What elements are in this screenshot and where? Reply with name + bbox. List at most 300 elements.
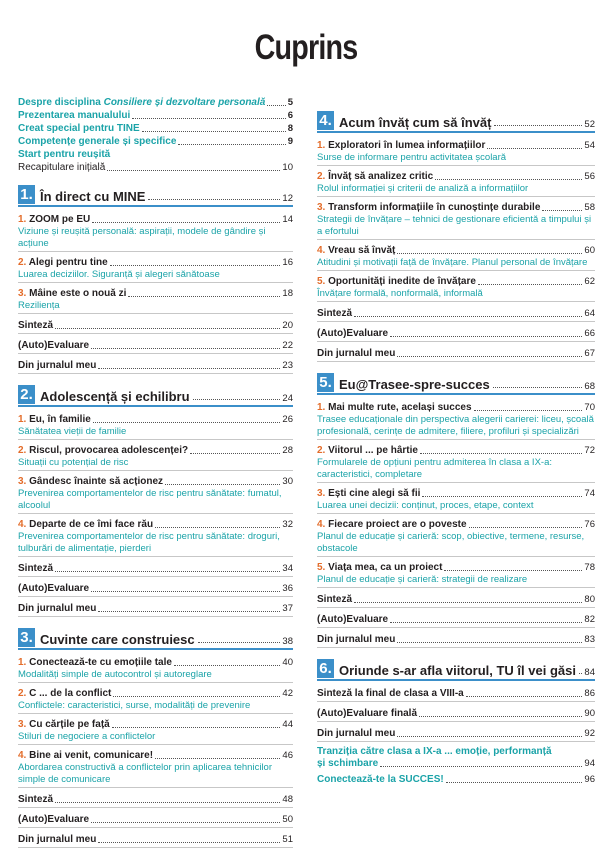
section-line	[317, 707, 595, 720]
dot-leader	[494, 125, 582, 126]
section-link[interactable]	[18, 319, 293, 334]
lesson-title: Bine ai venit, comunicare!	[29, 750, 154, 761]
lesson[interactable]	[317, 444, 595, 483]
lesson[interactable]	[18, 687, 293, 714]
page-number: 16	[282, 257, 293, 268]
lesson-description: Luarea unei decizii: conținut, proces, etape, context	[317, 500, 534, 511]
dot-leader	[55, 802, 280, 803]
page-number: 51	[282, 834, 293, 845]
section-link[interactable]	[317, 613, 595, 628]
lesson[interactable]	[18, 475, 293, 514]
lesson[interactable]	[317, 139, 595, 166]
dot-leader	[397, 253, 582, 254]
page-number: 22	[282, 340, 293, 351]
lesson-description: Situații cu potențial de risc	[18, 457, 129, 468]
section-link[interactable]	[317, 633, 595, 648]
lesson-title-line	[18, 656, 293, 669]
intro-text: Creat special pentru TINE	[18, 123, 140, 134]
page-number: 10	[282, 162, 293, 173]
separator	[18, 807, 293, 808]
lesson-title-wrap	[317, 401, 472, 414]
lesson[interactable]	[317, 561, 595, 588]
lesson-description: Surse de informare pentru activitatea școlară	[317, 152, 507, 163]
lesson[interactable]	[18, 518, 293, 557]
left-column	[18, 96, 293, 848]
section-link[interactable]	[317, 593, 595, 608]
lesson-title: Eu, în familie	[29, 414, 91, 425]
page-number: 83	[584, 634, 595, 645]
section-title: Din jurnalul meu	[317, 348, 396, 359]
intro-item[interactable]	[18, 109, 293, 122]
page-number: 8	[287, 123, 293, 134]
dot-leader	[98, 368, 280, 369]
dot-leader	[487, 148, 582, 149]
lesson-number: 2.	[18, 257, 27, 268]
lesson[interactable]	[317, 201, 595, 240]
lesson-title-wrap	[317, 201, 540, 214]
lesson-number: 5.	[317, 276, 326, 287]
intro-text: Recapitulare inițială	[18, 162, 106, 173]
closing-text: Tranziția către clasa a IX-a ... emoție, performanță	[317, 746, 552, 757]
lesson-title-line	[18, 213, 293, 226]
page-number: 56	[584, 171, 595, 182]
section-line	[18, 582, 293, 595]
dot-leader	[91, 591, 280, 592]
dot-leader	[390, 336, 582, 337]
separator	[18, 251, 293, 252]
separator	[18, 282, 293, 283]
lesson-number: 1.	[18, 414, 27, 425]
dot-leader	[193, 399, 281, 400]
chapter-title: În direct cu MINE	[40, 189, 146, 204]
page-number: 74	[584, 488, 595, 499]
lesson-description: Stiluri de negociere a conflictelor	[18, 731, 156, 742]
chapter-number: 3.	[18, 628, 35, 647]
lesson-title-wrap	[18, 256, 108, 269]
lesson-number: 1.	[18, 214, 27, 225]
lesson-title: Viitorul ... pe hârtie	[328, 445, 418, 456]
lesson-title-wrap	[317, 444, 418, 457]
lesson-title-wrap	[317, 139, 485, 152]
lesson-number: 3.	[18, 719, 27, 730]
page-number: 80	[584, 594, 595, 605]
dot-leader	[98, 611, 280, 612]
closing-item[interactable]	[317, 746, 595, 770]
intro-item[interactable]	[18, 148, 293, 161]
section-title: (Auto)Evaluare	[18, 583, 90, 594]
dot-leader	[435, 179, 582, 180]
dot-leader	[112, 727, 281, 728]
lesson-description: Sănătatea vieții de familie	[18, 426, 127, 437]
lesson-description: Atitudini și motivații față de învățare. Planul personal de învățare	[317, 257, 588, 268]
lesson[interactable]	[18, 656, 293, 683]
chapter-title: Eu@Trasee-spre-succes	[339, 377, 490, 392]
lesson-number: 3.	[18, 476, 27, 487]
intro-section	[18, 96, 293, 174]
intro-item[interactable]	[18, 122, 293, 135]
lesson-title: Învăț să analizez critic	[328, 171, 434, 182]
page-number: 90	[584, 708, 595, 719]
lesson[interactable]	[317, 487, 595, 514]
section-title: (Auto)Evaluare	[18, 340, 90, 351]
lesson-number: 1.	[18, 657, 27, 668]
section-link[interactable]	[18, 339, 293, 354]
section-link[interactable]	[18, 582, 293, 597]
page-number: 14	[282, 214, 293, 225]
separator	[18, 682, 293, 683]
page-number: 46	[282, 750, 293, 761]
lesson-title-wrap	[18, 656, 172, 669]
lesson[interactable]	[317, 401, 595, 440]
lesson-number: 2.	[18, 688, 27, 699]
section-line	[18, 793, 293, 806]
page-title: Cuprins	[254, 28, 358, 67]
closing-item[interactable]	[317, 773, 595, 786]
lesson-title: Cu cărțile pe față	[29, 719, 110, 730]
section-title: Din jurnalul meu	[18, 603, 97, 614]
lesson-title-line	[317, 201, 595, 214]
lesson-description: Planul de educație și carieră: strategii de realizare	[317, 574, 528, 585]
lesson-title-line	[317, 487, 595, 500]
lesson-title-wrap	[18, 413, 91, 426]
page-number: 54	[584, 140, 595, 151]
lesson[interactable]	[18, 213, 293, 252]
lesson-description: Planul de educație și carieră: scop, obiective, termene, resurse, obstacole	[317, 531, 585, 554]
separator	[317, 587, 595, 588]
lesson-title: Vreau să învăț	[328, 245, 396, 256]
dot-leader	[91, 822, 280, 823]
section-link[interactable]	[18, 562, 293, 577]
page-number: 86	[584, 688, 595, 699]
intro-text: Competențe generale și specifice	[18, 136, 177, 147]
chapter-number: 2.	[18, 385, 35, 404]
section-title: (Auto)Evaluare	[317, 328, 389, 339]
lesson[interactable]	[18, 718, 293, 745]
section-link[interactable]	[317, 307, 595, 322]
separator	[18, 313, 293, 314]
separator	[317, 165, 595, 166]
dot-leader	[493, 387, 583, 388]
lesson-description: Strategii de învățare – tehnici de gestionare eficientă a timpului și a efortului	[317, 214, 592, 237]
section-line	[18, 319, 293, 332]
lesson[interactable]	[18, 413, 293, 440]
page-number: 24	[282, 393, 293, 404]
section-link[interactable]	[317, 327, 595, 342]
separator	[317, 556, 595, 557]
page-number: 94	[584, 758, 595, 769]
lesson[interactable]	[18, 256, 293, 283]
separator	[317, 196, 595, 197]
lesson-title-line	[18, 444, 293, 457]
dot-leader	[444, 570, 582, 571]
section-line	[317, 347, 595, 360]
dot-leader	[466, 696, 583, 697]
dot-leader	[110, 265, 281, 266]
dot-leader	[174, 665, 280, 666]
lesson-number: 2.	[317, 445, 326, 456]
lesson-title-line	[18, 687, 293, 700]
section-line	[317, 687, 595, 700]
page-number: 70	[584, 402, 595, 413]
page-number: 50	[282, 814, 293, 825]
chapter	[317, 370, 595, 648]
section-link[interactable]	[18, 793, 293, 808]
lesson-description: Prevenirea comportamentelor de risc pentru sănătate: fumatul, alcoolul	[18, 488, 282, 511]
section-link[interactable]	[18, 813, 293, 828]
separator	[317, 741, 595, 742]
page-number: 52	[584, 119, 595, 130]
intro-text-italic: Consiliere și dezvoltare personală	[103, 97, 266, 108]
chapter	[317, 656, 595, 742]
separator	[317, 341, 595, 342]
lesson-title-line	[18, 718, 293, 731]
lesson-title-wrap	[18, 475, 163, 488]
section-link[interactable]	[317, 347, 595, 362]
chapter-rule	[18, 205, 293, 207]
page-number: 38	[282, 636, 293, 647]
lesson-number: 4.	[317, 245, 326, 256]
section-line	[317, 727, 595, 740]
dot-leader	[354, 602, 582, 603]
chapter-number: 5.	[317, 373, 334, 392]
dot-leader	[478, 284, 582, 285]
intro-item[interactable]	[18, 96, 293, 109]
dot-leader	[542, 210, 582, 211]
page-number: 23	[282, 360, 293, 371]
page-number: 67	[584, 348, 595, 359]
lesson[interactable]	[18, 287, 293, 314]
lesson[interactable]	[317, 244, 595, 271]
separator	[18, 596, 293, 597]
page-number: 34	[282, 563, 293, 574]
lesson-title-wrap	[18, 444, 188, 457]
dot-leader	[93, 422, 281, 423]
lesson-title-wrap	[18, 213, 90, 226]
page-number: 12	[282, 193, 293, 204]
closing-text: Conectează-te la SUCCES!	[317, 774, 444, 785]
section-link[interactable]	[18, 359, 293, 374]
dot-leader	[419, 716, 582, 717]
page-number: 5	[287, 97, 293, 108]
right-column	[317, 96, 595, 786]
lesson-title: Transform informațiile în cunoștințe durabile	[328, 202, 541, 213]
lesson-description: Trasee educaționale din perspectiva alegerii carierei: liceu, școală profesională, cerințe de admitere, filiere, profiluri și specializări	[317, 414, 594, 437]
lesson-title: Viața mea, ca un proiect	[328, 562, 443, 573]
lesson-title: Oportunități inedite de învățare	[328, 276, 476, 287]
separator	[18, 827, 293, 828]
section-title: Sinteză	[317, 594, 353, 605]
lesson-title-wrap	[18, 518, 153, 531]
section-line	[18, 833, 293, 846]
section-line	[18, 813, 293, 826]
separator	[18, 576, 293, 577]
lesson-title-line	[18, 287, 293, 300]
lesson[interactable]	[317, 170, 595, 197]
separator	[18, 353, 293, 354]
section-link[interactable]	[317, 687, 595, 702]
section-line	[18, 359, 293, 372]
section-line	[18, 602, 293, 615]
chapter-heading[interactable]	[18, 625, 293, 647]
chapter-heading[interactable]	[317, 656, 595, 678]
lesson-description: Luarea deciziilor. Siguranță și alegeri sănătoase	[18, 269, 220, 280]
page-number: 84	[584, 667, 595, 678]
lesson-title-line	[317, 561, 595, 574]
chapter-title: Adolescență și echilibru	[40, 389, 190, 404]
separator	[317, 321, 595, 322]
page-number: 72	[584, 445, 595, 456]
page-number: 18	[282, 288, 293, 299]
separator	[317, 482, 595, 483]
dot-leader	[420, 453, 582, 454]
lesson-title-line	[317, 139, 595, 152]
lesson-title-line	[317, 170, 595, 183]
chapter-title: Acum învăț cum să învăț	[339, 115, 492, 130]
lesson-description: Rolul informației și criterii de analiză a informațiilor	[317, 183, 529, 194]
lesson-title-wrap	[317, 244, 395, 257]
lesson-description: Învățare formală, nonformală, informală	[317, 288, 483, 299]
lesson-title-line	[18, 475, 293, 488]
section-link[interactable]	[317, 727, 595, 742]
lesson-number: 4.	[317, 519, 326, 530]
lesson-title: Departe de ce îmi face rău	[29, 519, 154, 530]
page-number: 42	[282, 688, 293, 699]
intro-item[interactable]	[18, 135, 293, 148]
section-title: Sinteză	[18, 320, 54, 331]
dot-leader	[397, 356, 582, 357]
lesson-title-line	[317, 275, 595, 288]
section-line	[317, 593, 595, 606]
lesson-title-wrap	[18, 687, 111, 700]
lesson-title: ZOOM pe EU	[29, 214, 91, 225]
page-number: 44	[282, 719, 293, 730]
dot-leader	[474, 410, 583, 411]
chapter-heading[interactable]	[18, 182, 293, 204]
separator	[317, 239, 595, 240]
lesson-number: 4.	[18, 750, 27, 761]
lesson[interactable]	[18, 444, 293, 471]
lesson-title: Mâine este o nouă zi	[29, 288, 127, 299]
section-link[interactable]	[317, 707, 595, 722]
section-line	[317, 613, 595, 626]
lesson-title-wrap	[317, 561, 442, 574]
intro-item[interactable]	[18, 161, 293, 174]
page-number: 30	[282, 476, 293, 487]
separator	[317, 721, 595, 722]
separator	[317, 439, 595, 440]
page-number: 36	[282, 583, 293, 594]
lesson[interactable]	[317, 275, 595, 302]
section-line	[317, 307, 595, 320]
page-number: 62	[584, 276, 595, 287]
separator	[18, 513, 293, 514]
lesson[interactable]	[18, 749, 293, 788]
dot-leader	[422, 496, 582, 497]
chapter	[18, 182, 293, 374]
lesson[interactable]	[317, 518, 595, 557]
dot-leader	[91, 348, 280, 349]
section-title: (Auto)Evaluare	[317, 614, 389, 625]
page-number: 96	[584, 774, 595, 785]
section-title: Din jurnalul meu	[18, 360, 97, 371]
lesson-title: Fiecare proiect are o poveste	[328, 519, 467, 530]
lesson-title-wrap	[18, 287, 126, 300]
dot-leader	[354, 316, 582, 317]
section-title: Sinteză	[18, 794, 54, 805]
lesson-title: Riscul, provocarea adolescenței?	[29, 445, 189, 456]
closing-text: și schimbare	[317, 758, 379, 769]
separator	[18, 713, 293, 714]
page-number: 92	[584, 728, 595, 739]
lesson-title: C ... de la conflict	[29, 688, 112, 699]
lesson-title-wrap	[317, 275, 476, 288]
section-link[interactable]	[18, 602, 293, 617]
dot-leader	[55, 328, 280, 329]
section-title: Din jurnalul meu	[317, 728, 396, 739]
section-title: (Auto)Evaluare	[18, 814, 90, 825]
page-number: 76	[584, 519, 595, 530]
lesson-title: Exploratori în lumea informațiilor	[328, 140, 486, 151]
page-number: 58	[584, 202, 595, 213]
chapter	[18, 382, 293, 617]
page-number: 9	[287, 136, 293, 147]
page-number: 48	[282, 794, 293, 805]
section-link[interactable]	[18, 833, 293, 848]
lesson-description: Conflictele: caracteristici, surse, modalități de prevenire	[18, 700, 251, 711]
separator	[18, 439, 293, 440]
chapter-rule	[317, 679, 595, 681]
dot-leader	[198, 642, 281, 643]
chapter-rule	[18, 405, 293, 407]
lesson-title-line	[18, 256, 293, 269]
page-number: 28	[282, 445, 293, 456]
page-number: 78	[584, 562, 595, 573]
chapter-rule	[317, 131, 595, 133]
dot-leader	[155, 758, 280, 759]
lesson-title-line	[317, 518, 595, 531]
section-line	[18, 339, 293, 352]
lesson-number: 5.	[317, 562, 326, 573]
dot-leader	[92, 222, 280, 223]
page-number: 32	[282, 519, 293, 530]
separator	[18, 556, 293, 557]
separator	[317, 607, 595, 608]
separator	[317, 301, 595, 302]
intro-text: Start pentru reușită	[18, 149, 111, 160]
chapter-heading[interactable]	[18, 382, 293, 404]
chapter-heading[interactable]	[317, 370, 595, 392]
separator	[317, 513, 595, 514]
chapter-number: 1.	[18, 185, 35, 204]
page-number: 40	[282, 657, 293, 668]
chapter-title: Cuvinte care construiesc	[40, 632, 195, 647]
chapter-number: 4.	[317, 111, 334, 130]
lesson-description: Modalități simple de autocontrol și autoreglare	[18, 669, 212, 680]
page-number: 60	[584, 245, 595, 256]
section-line	[317, 327, 595, 340]
separator	[18, 470, 293, 471]
lesson-title-line	[18, 413, 293, 426]
chapter	[18, 625, 293, 848]
intro-text: Despre disciplina	[18, 97, 104, 108]
chapter-heading[interactable]	[317, 108, 595, 130]
dot-leader	[55, 571, 280, 572]
section-title: Din jurnalul meu	[18, 834, 97, 845]
chapter-rule	[317, 393, 595, 395]
section-line	[317, 633, 595, 646]
dot-leader	[190, 453, 280, 454]
lesson-description: Formularele de opțiuni pentru admiterea în clasa a IX-a: caracteristici, completare	[317, 457, 552, 480]
